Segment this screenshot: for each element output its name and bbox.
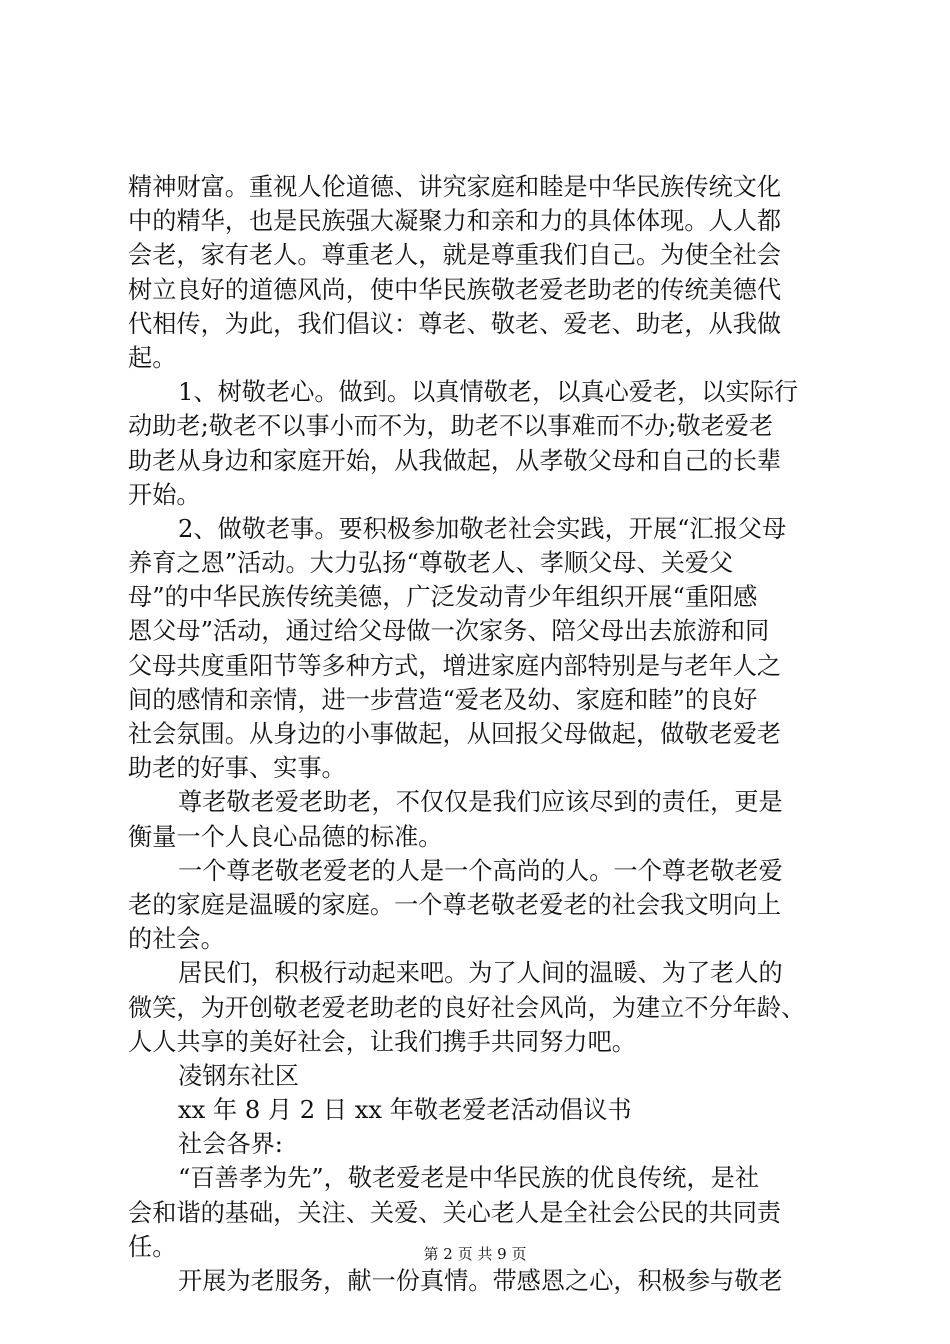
text-line: 的社会。 [128,925,225,954]
text-line: 助老的好事、实事。 [128,754,346,783]
text-line: 社会氛围。从身边的小事做起，从回报父母做起，做敬老爱老 [128,720,782,748]
text-line: 居民们，积极行动起来吧。为了人间的温暖、为了老人的 [178,959,783,988]
text-line: 母”的中华民族传统美德，广泛发动青少年组织开展“重阳感 [128,583,758,612]
text-line: 任。 [128,1232,177,1261]
text-line: 起。 [128,343,177,372]
text-line: 凌钢东社区 [178,1061,299,1090]
text-line: 中的精华，也是民族强大凝聚力和亲和力的具体体现。人人都 [128,207,782,236]
text-line: 会老，家有老人。尊重老人，就是尊重我们自己。为使全社会 [128,241,782,270]
text-line: 养育之恩”活动。大力弘扬“尊敬老人、孝顺父母、关爱父 [128,549,734,578]
text-line: 恩父母”活动，通过给父母做一次家务、陪父母出去旅游和同 [128,617,770,646]
text-line: 尊老敬老爱老助老，不仅仅是我们应该尽到的责任，更是 [178,788,783,817]
text-line: 衡量一个人良心品德的标准。 [128,822,443,851]
text-line: 老的家庭是温暖的家庭。一个尊老敬老爱老的社会我文明向上 [128,890,782,919]
text-line: 一个尊老敬老爱老的人是一个高尚的人。一个尊老敬老爱 [178,856,783,885]
text-line: 会和谐的基础，关注、关爱、关心老人是全社会公民的共同责 [128,1198,782,1227]
text-line: 助老从身边和家庭开始，从我做起，从孝敬父母和自己的长辈 [128,446,782,475]
text-line: 2、做敬老事。要积极参加敬老社会实践，开展“汇报父母 [178,514,787,543]
text-line: 人人共享的美好社会，让我们携手共同努力吧。 [128,1027,636,1056]
text-line: 社会各界: [178,1130,283,1159]
text-line: 动助老;敬老不以事小而不为，助老不以事难而不办;敬老爱老 [128,412,774,441]
text-line: 1、树敬老心。做到。以真情敬老，以真心爱老，以实际行 [178,378,799,407]
text-line: “百善孝为先”，敬老爱老是中华民族的优良传统，是社 [178,1164,760,1193]
text-line: 开展为老服务，献一份真情。带感恩之心，积极参与敬老 [178,1267,783,1295]
text-line: 间的感情和亲情，进一步营造“爱老及幼、家庭和睦”的良好 [128,685,758,714]
text-line: 精神财富。重视人伦道德、讲究家庭和睦是中华民族传统文化 [128,173,782,201]
page-footer: 第 2 页 共 9 页 [423,1245,527,1263]
text-line: 代相传，为此，我们倡议：尊老、敬老、爱老、助老，从我做 [128,309,782,338]
text-line: xx 年 8 月 2 日 xx 年敬老爱老活动倡议书 [178,1096,632,1125]
text-line: 微笑，为开创敬老爱老助老的良好社会风尚，为建立不分年龄、 [128,993,806,1022]
document-body [128,170,828,1298]
text-line: 树立良好的道德风尚，使中华民族敬老爱老助老的传统美德代 [128,275,782,304]
text-line: 开始。 [128,480,201,509]
text-line: 父母共度重阳节等多种方式，增进家庭内部特别是与老年人之 [128,651,782,680]
